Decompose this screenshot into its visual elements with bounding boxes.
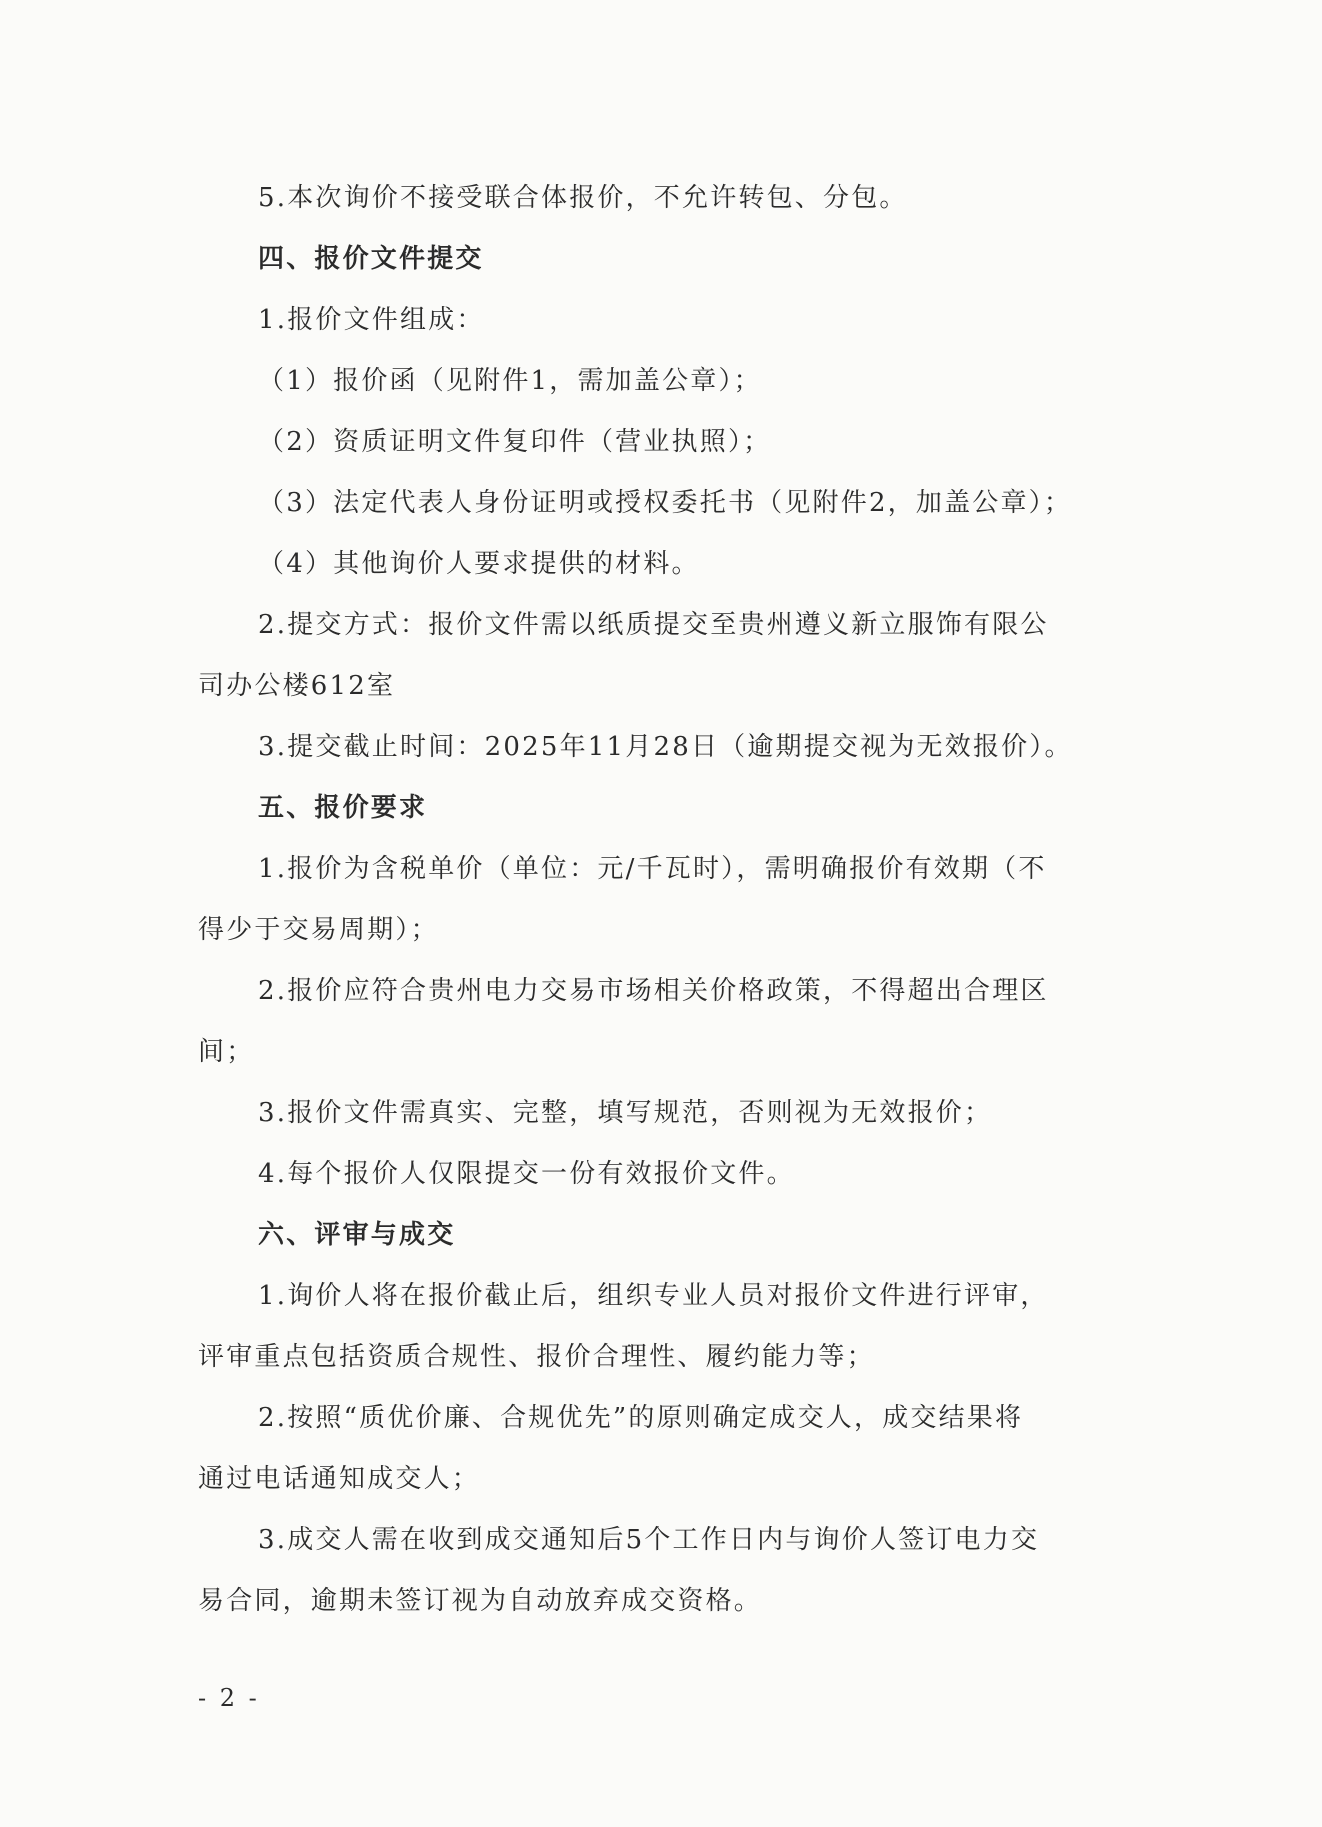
sub-item-line: （2）资质证明文件复印件（营业执照）；	[258, 427, 772, 457]
clause-continuation: 通过电话通知成交人；	[198, 1464, 481, 1494]
clause-line: 1.报价文件组成：	[258, 305, 485, 335]
clause-line: 3.成交人需在收到成交通知后5个工作日内与询价人签订电力交	[258, 1525, 1040, 1555]
clause-line: 2.按照“质优价廉、合规优先”的原则确定成交人，成交结果将	[258, 1403, 1024, 1433]
clause-line: 2.报价应符合贵州电力交易市场相关价格政策，不得超出合理区	[258, 976, 1049, 1006]
section-heading: 六、评审与成交	[258, 1220, 456, 1250]
clause-line: 1.报价为含税单价（单位：元/千瓦时），需明确报价有效期（不	[258, 854, 1047, 884]
clause-continuation: 易合同，逾期未签订视为自动放弃成交资格。	[198, 1586, 763, 1616]
clause-line: 2.提交方式：报价文件需以纸质提交至贵州遵义新立服饰有限公	[258, 610, 1049, 640]
section-heading: 四、报价文件提交	[258, 244, 484, 274]
clause-continuation: 司办公楼612室	[198, 671, 396, 701]
sub-item-line: （4）其他询价人要求提供的材料。	[258, 549, 700, 579]
clause-line: 5.本次询价不接受联合体报价，不允许转包、分包。	[258, 183, 908, 213]
sub-item-line: （1）报价函（见附件1，需加盖公章）；	[258, 366, 762, 396]
clause-line: 3.提交截止时间：2025年11月28日（逾期提交视为无效报价）。	[258, 732, 1073, 762]
document-body	[198, 168, 1128, 1632]
clause-continuation: 间；	[198, 1037, 255, 1067]
page-number: - 2 -	[198, 1684, 260, 1712]
clause-line: 1.询价人将在报价截止后，组织专业人员对报价文件进行评审，	[258, 1281, 1049, 1311]
section-heading: 五、报价要求	[258, 793, 428, 823]
sub-item-line: （3）法定代表人身份证明或授权委托书（见附件2，加盖公章）；	[258, 488, 1073, 518]
clause-continuation: 得少于交易周期）；	[198, 915, 439, 945]
clause-line: 4.每个报价人仅限提交一份有效报价文件。	[258, 1159, 795, 1189]
clause-continuation: 评审重点包括资质合规性、报价合理性、履约能力等；	[198, 1342, 875, 1372]
clause-line: 3.报价文件需真实、完整，填写规范，否则视为无效报价；	[258, 1098, 993, 1128]
